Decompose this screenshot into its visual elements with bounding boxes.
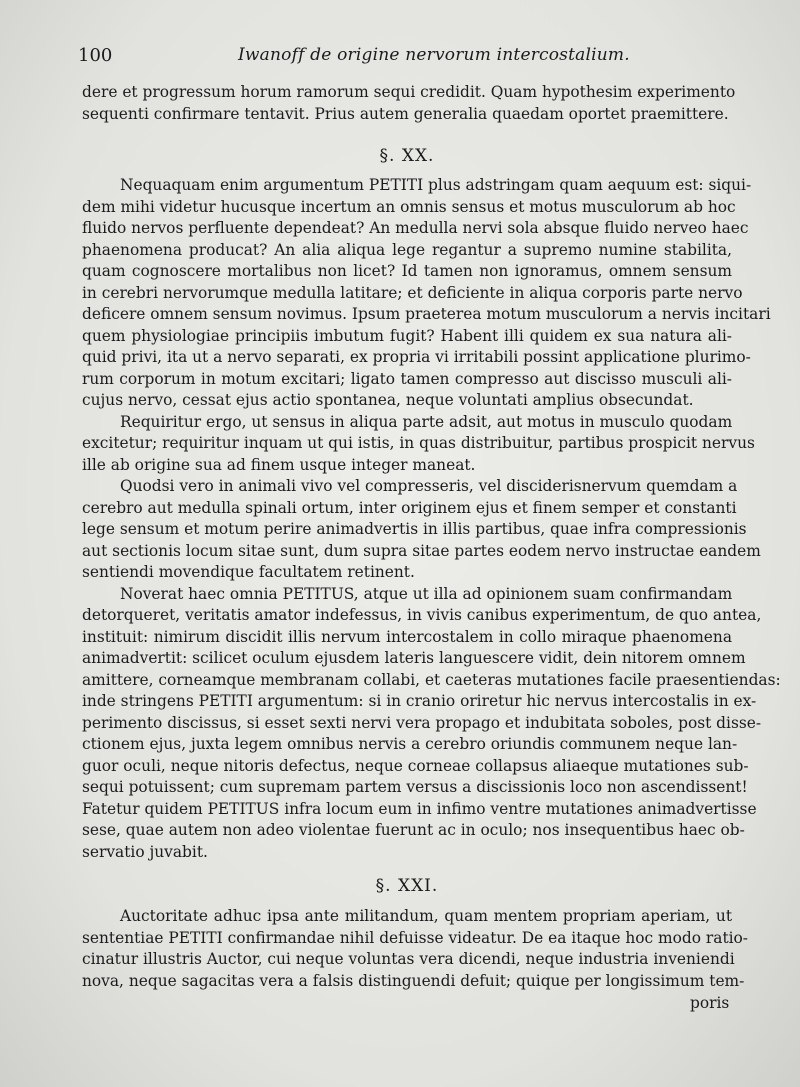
text-line: guor oculi, neque nitoris defectus, neque corneae collapsus aliaeque mutationes sub- [82, 756, 749, 775]
text-line: sentiendi movendique facultatem retinent. [82, 563, 415, 581]
text-line: sese, quae autem non adeo violentae fuerunt ac in oculo; nos insequentibus haec ob- [82, 821, 745, 839]
text-line: cerebro aut medulla spinali ortum, inter originem ejus et finem semper et constanti [82, 498, 737, 517]
text-line: ille ab origine sua ad finem usque integer maneat. [82, 455, 476, 474]
text-line: cujus nervo, cessat ejus actio spontanea, neque voluntati amplius obsecundat. [82, 391, 694, 409]
catchword: poris [690, 994, 730, 1012]
text-line: dere et progressum horum ramorum sequi credidit. Quam hypothesim experimento [82, 83, 736, 101]
section-xx-body [82, 175, 781, 863]
text-line: cinatur illustris Auctor, cui neque voluntas vera dicendi, neque industria inveniendi [82, 950, 735, 968]
text-line: lege sensum et motum perire animadvertis in illis partibus, quae infra compressionis [82, 520, 747, 538]
text-line: dem mihi videtur hucusque incertum an omnis sensus et motus musculorum ab hoc [82, 197, 736, 216]
text-line: Auctoritate adhuc ipsa ante militandum, quam mentem propriam aperiam, ut [120, 907, 732, 925]
paragraph [82, 584, 781, 864]
paragraph [82, 906, 749, 992]
text-line: nova, neque sagacitas vera a falsis distinguendi defuit; quique per longissimum tem- [82, 971, 745, 990]
text-line: Fatetur quidem PETITUS infra locum eum in infimo ventre mutationes animadvertisse [82, 799, 757, 818]
text-line: inde stringens PETITI argumentum: si in cranio oriretur hic nervus intercostalis in ex- [82, 692, 757, 710]
text-line: rum corporum in motum excitari; ligato tamen compresso aut discisso musculi ali- [82, 369, 732, 388]
paragraph [82, 175, 771, 412]
running-title: Iwanoff de origine nervorum intercostalium. [238, 45, 630, 65]
text-line: deficere omnem sensum novimus. Ipsum praeterea motum musculorum a nervis incitari [82, 305, 771, 323]
text-line: in cerebri nervorumque medulla latitare; et deficiente in aliqua corporis parte nervo [82, 283, 743, 302]
intro-text [82, 82, 736, 125]
text-line: instituit: nimirum discidit illis nervum intercostalem in collo miraque phaenomena [82, 627, 732, 646]
text-line: Quodsi vero in animali vivo vel compresseris, vel disciderisnervum quemdam a [120, 477, 738, 495]
text-line: perimento discissus, si esset sexti nervi vera propago et indubitata soboles, post disse- [82, 713, 762, 732]
text-line: Nequaquam enim argumentum PETITI plus adstringam quam aequum est: siqui- [120, 176, 752, 194]
page-number: 100 [78, 45, 113, 66]
text-line: detorqueret, veritatis amator indefessus, in vivis canibus experimentum, de quo antea, [82, 606, 762, 624]
text-line: Noverat haec omnia PETITUS, atque ut illa ad opinionem suam confirmandam [120, 584, 733, 603]
text-line: quam cognoscere mortalibus non licet? Id tamen non ignoramus, omnem sensum [82, 262, 732, 280]
text-line: sequenti confirmare tentavit. Prius autem generalia quaedam oportet praemittere. [82, 104, 729, 123]
text-line: quem physiologiae principiis imbutum fugit? Habent illi quidem ex sua natura ali- [82, 326, 732, 345]
text-line: sequi potuissent; cum supremam partem versus a discissionis loco non ascendissent! [82, 778, 748, 796]
text-line: fluido nervos perfluente dependeat? An medulla nervi sola absque fluido nerveo haec [82, 219, 749, 237]
text-line: ctionem ejus, juxta legem omnibus nervis a cerebro oriundis communem neque lan- [82, 735, 738, 753]
text-line: excitetur; requiritur inquam ut qui istis, in quas distribuitur, partibus prospicit nervus [82, 434, 755, 452]
running-head [78, 45, 733, 71]
section-heading-xx: §. XX. [379, 146, 435, 166]
text-line: animadvertit: scilicet oculum ejusdem lateris languescere vidit, dein nitorem omnem [82, 649, 746, 667]
section-heading-xxi: §. XXI. [375, 876, 439, 896]
text-line: sententiae PETITI confirmandae nihil defuisse videatur. De ea itaque hoc modo ratio- [82, 928, 749, 947]
text-line: servatio juvabit. [82, 842, 208, 861]
text-line: phaenomena producat? An alia aliqua lege regantur a supremo numine stabilita, [82, 240, 732, 259]
section-xxi-body [82, 906, 749, 992]
paragraph [82, 476, 761, 584]
text-line: quid privi, ita ut a nervo separati, ex propria vi irritabili possint applicatione plurimo- [82, 348, 751, 366]
text-line: aut sectionis locum sitae sunt, dum supra sitae partes eodem nervo instructae eandem [82, 541, 761, 560]
text-line: Requiritur ergo, ut sensus in aliqua parte adsit, aut motus in musculo quodam [120, 412, 733, 431]
paragraph [82, 412, 755, 477]
text-line: amittere, corneamque membranam collabi, et caeteras mutationes facile praesentiendas: [82, 670, 781, 689]
